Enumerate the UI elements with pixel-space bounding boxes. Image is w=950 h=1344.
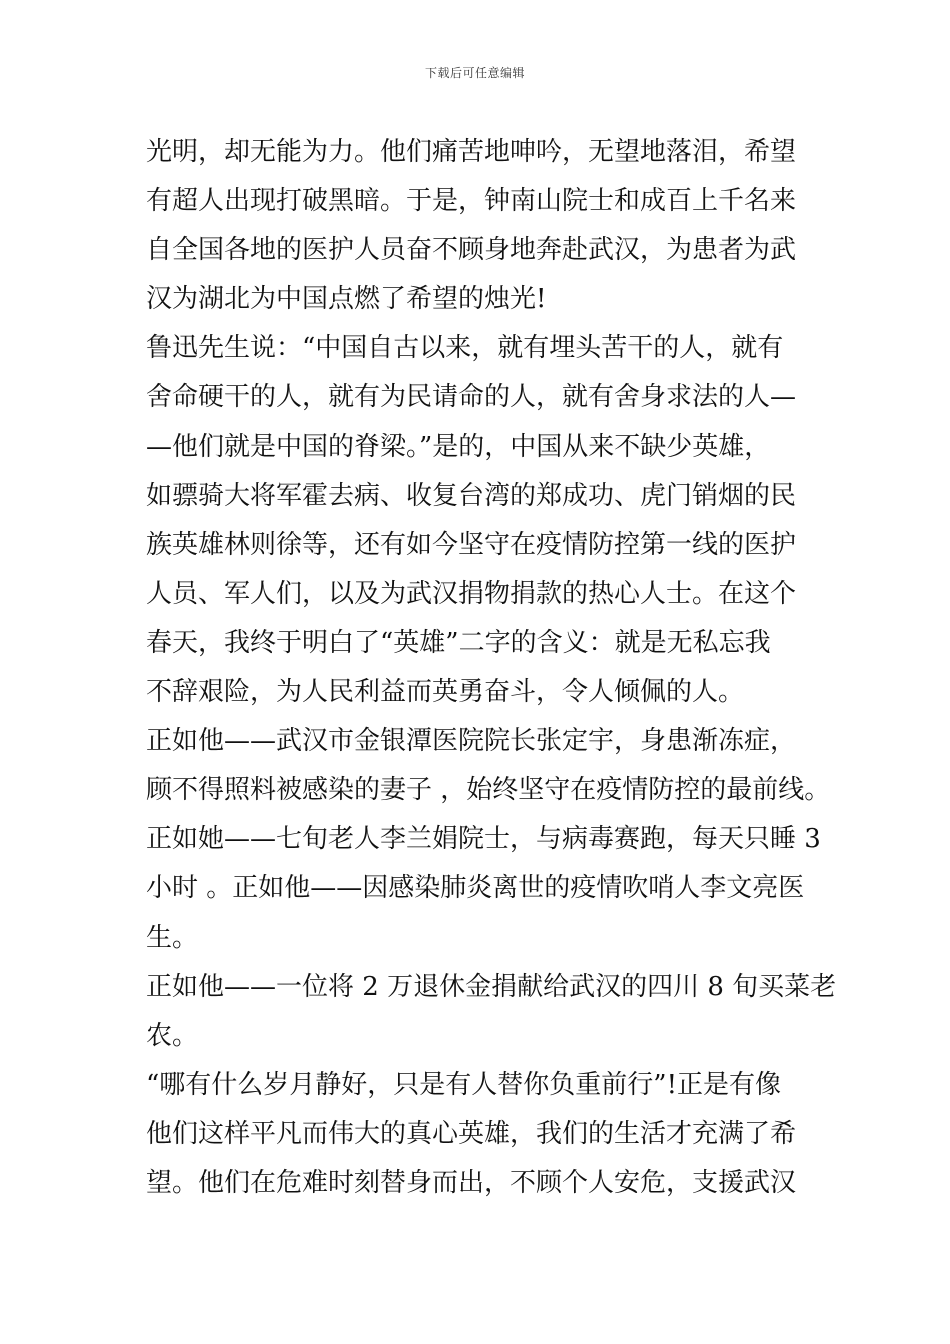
text-line: 小时 。正如他——因感染肺炎离世的疫情吹哨人李文亮医 <box>146 873 805 904</box>
text-line: 自全国各地的医护人员奋不顾身地奔赴武汉，为患者为武 <box>146 235 797 266</box>
text-line: 望。他们在危难时刻替身而出，不顾个人安危，支援武汉 <box>146 1167 797 1198</box>
text-line: —他们就是中国的脊梁。”是的，中国从来不缺少英雄， <box>146 431 771 462</box>
text-line: 正如他——一位将 2 万退休金捐献给武汉的四川 8 旬买菜老 <box>146 971 837 1002</box>
text-line: 不辞艰险，为人民利益而英勇奋斗，令人倾佩的人。 <box>146 677 745 708</box>
text-line: 顾不得照料被感染的妻子 ，始终坚守在疫情防控的最前线。 <box>146 775 831 806</box>
text-line: 农。 <box>146 1020 199 1051</box>
text-line: 有超人出现打破黑暗。于是，钟南山院士和成百上千名来 <box>146 186 797 217</box>
text-line: 鲁迅先生说：“中国自古以来，就有埋头苦干的人，就有 <box>146 333 784 364</box>
text-line: 春天，我终于明白了“英雄”二字的含义：就是无私忘我 <box>146 627 771 658</box>
text-line: 他们这样平凡而伟大的真心英雄，我们的生活才充满了希 <box>146 1118 797 1149</box>
text-line: “哪有什么岁月静好，只是有人替你负重前行”!正是有像 <box>146 1069 782 1100</box>
text-line: 族英雄林则徐等，还有如今坚守在疫情防控第一线的医护 <box>146 529 797 560</box>
text-line: 生。 <box>146 922 199 953</box>
page-header: 下载后可任意编辑 <box>424 66 525 80</box>
text-line: 光明，却无能为力。他们痛苦地呻吟，无望地落泪，希望 <box>146 137 797 167</box>
document-body <box>146 128 837 1208</box>
text-line: 如骠骑大将军霍去病、收复台湾的郑成功、虎门销烟的民 <box>146 480 797 511</box>
text-line: 人员、军人们，以及为武汉捐物捐款的热心人士。在这个 <box>146 578 797 609</box>
text-line: 舍命硬干的人，就有为民请命的人，就有舍身求法的人— <box>146 382 797 413</box>
text-line: 正如她——七旬老人李兰娟院士，与病毒赛跑，每天只睡 3 <box>146 824 821 855</box>
text-line: 汉为湖北为中国点燃了希望的烛光! <box>146 284 547 315</box>
text-line: 正如他——武汉市金银潭医院院长张定宇，身患渐冻症， <box>146 726 797 757</box>
